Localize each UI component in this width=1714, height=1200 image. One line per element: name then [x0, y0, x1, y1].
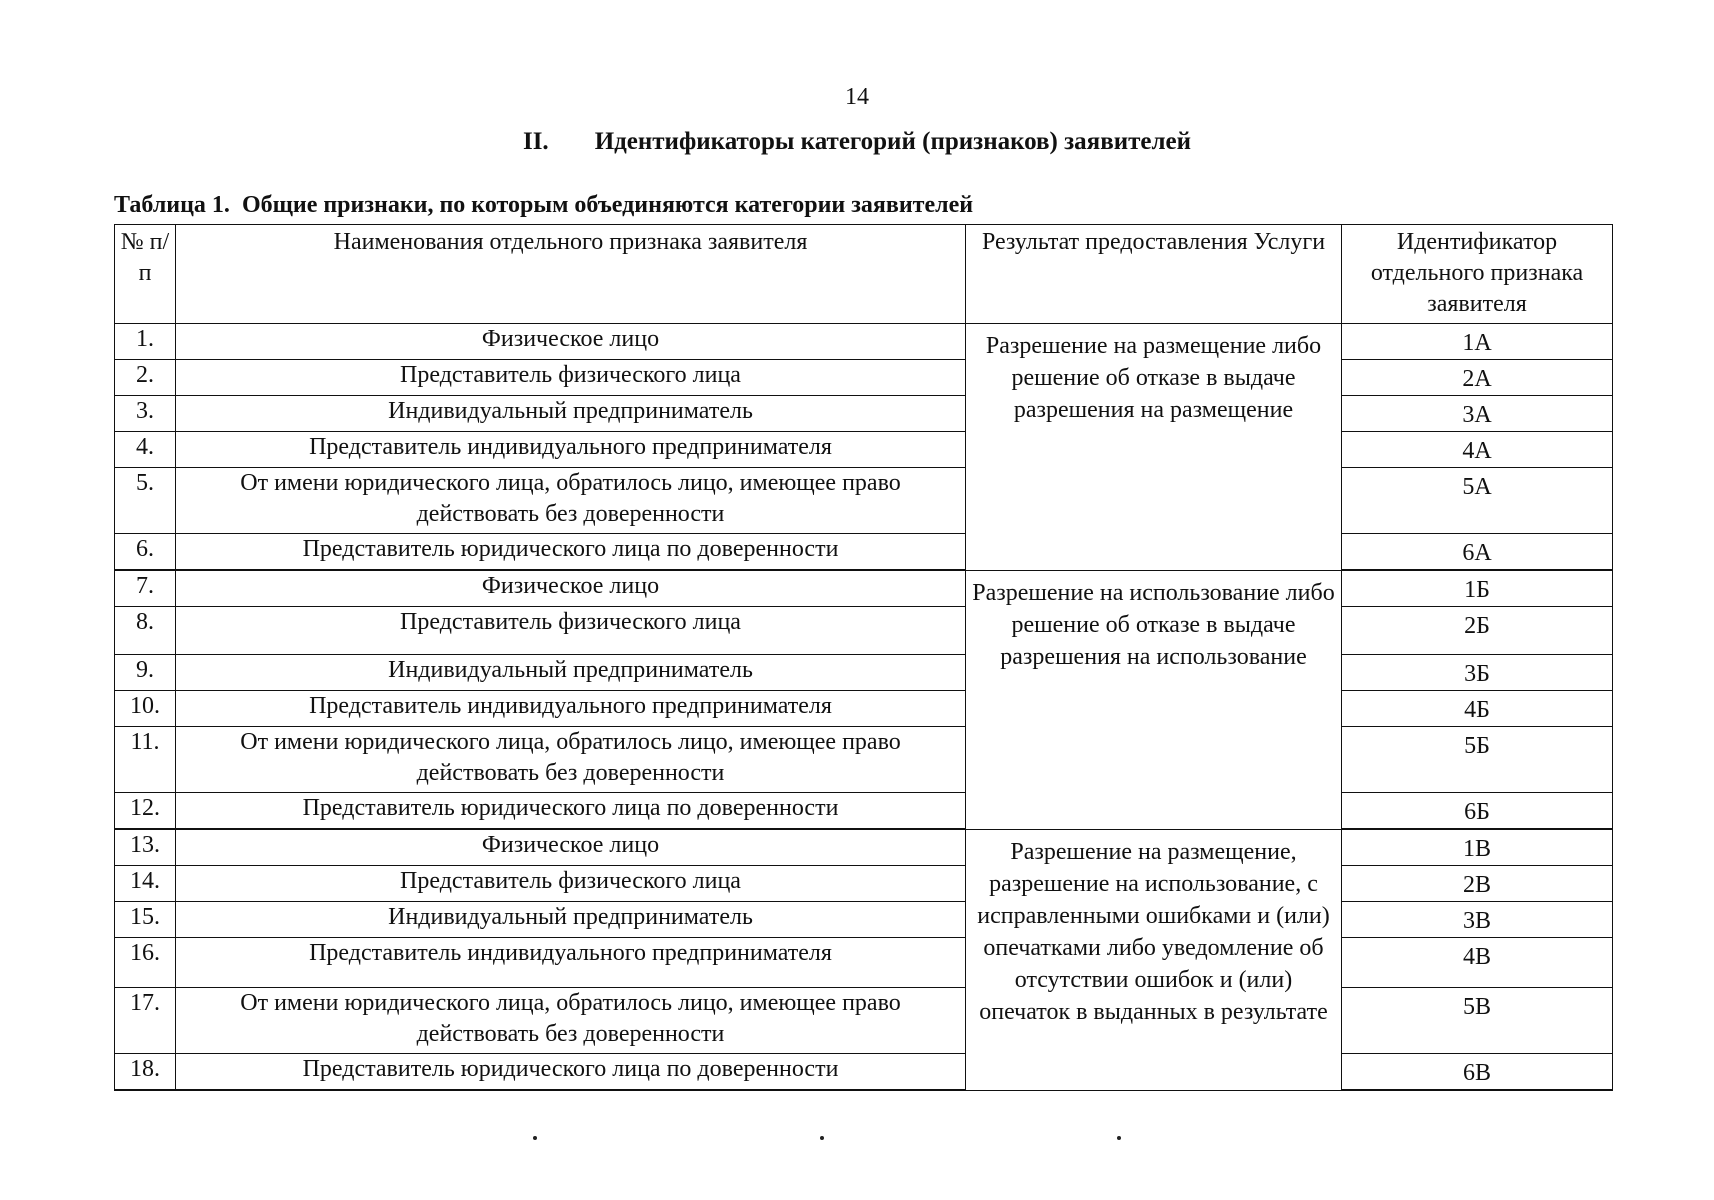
row-number: 15. — [115, 902, 176, 938]
table-row — [115, 727, 1613, 793]
applicant-feature: Представитель физического лица — [176, 360, 966, 396]
applicant-feature-line: действовать без доверенности — [416, 1021, 725, 1047]
section-title: Идентификаторы категорий (признаков) заявителей — [594, 128, 1192, 155]
row-number: 11. — [115, 727, 176, 793]
feature-identifier: 1А — [1342, 324, 1613, 360]
service-result: Разрешение на использование либо решение об отказе в выдаче разрешения на использование — [966, 570, 1342, 829]
table-row — [115, 793, 1613, 830]
row-number: 4. — [115, 432, 176, 468]
applicant-feature: Представитель индивидуального предпринимателя — [176, 432, 966, 468]
table-header-row — [115, 225, 1613, 324]
table-row — [115, 534, 1613, 571]
header-name: Наименования отдельного признака заявителя — [176, 225, 966, 324]
applicant-feature: Физическое лицо — [176, 829, 966, 866]
table-row — [115, 829, 1613, 866]
feature-identifier: 3А — [1342, 396, 1613, 432]
table-row — [115, 570, 1613, 607]
applicant-feature — [176, 727, 966, 793]
table-row — [115, 607, 1613, 655]
applicant-feature: Физическое лицо — [176, 570, 966, 607]
header-id: Идентификатор отдельного признака заявителя — [1342, 225, 1613, 324]
applicant-feature — [176, 988, 966, 1054]
table-row — [115, 691, 1613, 727]
row-number: 5. — [115, 468, 176, 534]
row-number: 13. — [115, 829, 176, 866]
feature-identifier: 5Б — [1342, 727, 1613, 793]
feature-identifier: 6А — [1342, 534, 1613, 571]
scan-speck — [533, 1136, 537, 1140]
table-row — [115, 866, 1613, 902]
row-number: 6. — [115, 534, 176, 571]
header-num: № п/п — [115, 225, 176, 324]
row-number: 17. — [115, 988, 176, 1054]
table-row — [115, 655, 1613, 691]
applicant-categories-table — [114, 224, 1613, 1091]
scan-speck — [820, 1136, 824, 1140]
row-number: 9. — [115, 655, 176, 691]
page-number: 14 — [845, 84, 869, 110]
table-caption — [114, 192, 973, 219]
applicant-feature: Индивидуальный предприниматель — [176, 396, 966, 432]
table-caption-label: Таблица 1. — [114, 192, 230, 218]
applicant-feature: Представитель индивидуального предпринимателя — [176, 938, 966, 988]
service-result: Разрешение на размещение либо решение об отказе в выдаче разрешения на размещение — [966, 324, 1342, 571]
row-number: 2. — [115, 360, 176, 396]
applicant-feature: Физическое лицо — [176, 324, 966, 360]
feature-identifier: 1В — [1342, 829, 1613, 866]
feature-identifier: 4Б — [1342, 691, 1613, 727]
applicant-feature: Представитель юридического лица по доверенности — [176, 1054, 966, 1091]
applicant-feature: Представитель физического лица — [176, 607, 966, 655]
feature-identifier: 6Б — [1342, 793, 1613, 830]
table-row — [115, 468, 1613, 534]
feature-identifier: 4В — [1342, 938, 1613, 988]
row-number: 10. — [115, 691, 176, 727]
scan-specks — [0, 1136, 1714, 1156]
row-number: 12. — [115, 793, 176, 830]
row-number: 7. — [115, 570, 176, 607]
section-number: II. — [522, 128, 549, 155]
header-result: Результат предоставления Услуги — [966, 225, 1342, 324]
feature-identifier: 4А — [1342, 432, 1613, 468]
section-heading — [0, 128, 1714, 156]
applicant-feature: Индивидуальный предприниматель — [176, 655, 966, 691]
feature-identifier: 2Б — [1342, 607, 1613, 655]
feature-identifier: 2В — [1342, 866, 1613, 902]
feature-identifier: 2А — [1342, 360, 1613, 396]
feature-identifier: 6В — [1342, 1054, 1613, 1091]
table-row — [115, 902, 1613, 938]
table-row — [115, 396, 1613, 432]
row-number: 8. — [115, 607, 176, 655]
table-row — [115, 360, 1613, 396]
applicant-feature-line: От имени юридического лица, обратилось лицо, имеющее право — [240, 470, 901, 496]
table-caption-text: Общие признаки, по которым объединяются категории заявителей — [241, 192, 974, 218]
applicant-feature: Представитель физического лица — [176, 866, 966, 902]
feature-identifier: 3В — [1342, 902, 1613, 938]
applicant-feature-line: От имени юридического лица, обратилось лицо, имеющее право — [240, 990, 901, 1016]
feature-identifier: 5А — [1342, 468, 1613, 534]
row-number: 3. — [115, 396, 176, 432]
applicant-feature — [176, 468, 966, 534]
applicant-feature: Индивидуальный предприниматель — [176, 902, 966, 938]
table-row — [115, 1054, 1613, 1091]
applicant-feature-line: действовать без доверенности — [416, 760, 725, 786]
feature-identifier: 1Б — [1342, 570, 1613, 607]
row-number: 14. — [115, 866, 176, 902]
table-row — [115, 938, 1613, 988]
scan-speck — [1117, 1136, 1121, 1140]
applicant-feature-line: действовать без доверенности — [416, 501, 725, 527]
applicant-feature: Представитель юридического лица по доверенности — [176, 793, 966, 830]
row-number: 18. — [115, 1054, 176, 1091]
feature-identifier: 3Б — [1342, 655, 1613, 691]
service-result: Разрешение на размещение, разрешение на использование, с исправленными ошибками и (или) опечатками либо уведомление об отсутствии ошибок и (или) опечаток в выданных в результате — [966, 829, 1342, 1090]
row-number: 16. — [115, 938, 176, 988]
row-number: 1. — [115, 324, 176, 360]
feature-identifier: 5В — [1342, 988, 1613, 1054]
applicant-feature-line: От имени юридического лица, обратилось лицо, имеющее право — [240, 729, 901, 755]
applicant-feature: Представитель индивидуального предпринимателя — [176, 691, 966, 727]
applicant-feature: Представитель юридического лица по доверенности — [176, 534, 966, 571]
table-row — [115, 988, 1613, 1054]
table-row — [115, 432, 1613, 468]
table-row — [115, 324, 1613, 360]
